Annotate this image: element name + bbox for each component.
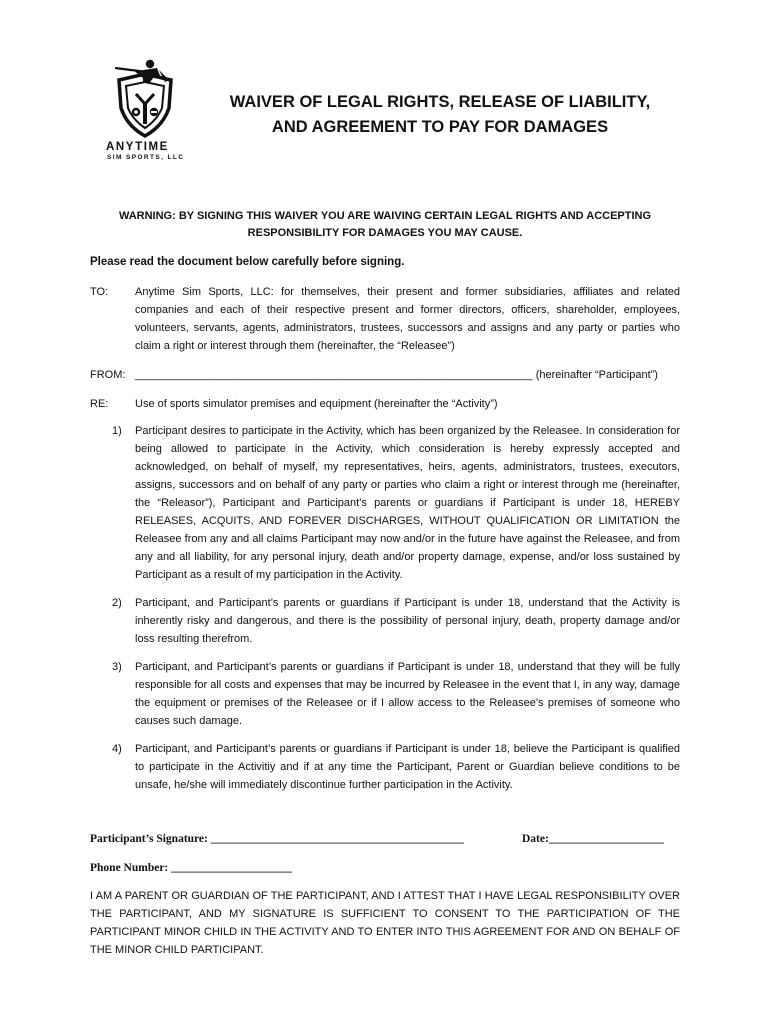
date-field[interactable]: Date:____________________ bbox=[522, 833, 664, 845]
title-line-1: WAIVER OF LEGAL RIGHTS, RELEASE OF LIABILITY, bbox=[229, 93, 651, 111]
from-section bbox=[90, 366, 680, 384]
clause-text: Participant, and Participant’s parents or guardians if Participant is under 18, understand that they will be fully responsible for all costs and expenses that may be incurred by Releasee in the event that I, in any way, damage the equipment or premises of the Releasee or if I allow access to the Releasee’s premises of someone who causes such damage. bbox=[135, 661, 680, 727]
to-section bbox=[90, 283, 680, 355]
re-label: RE: bbox=[90, 398, 109, 410]
golfer-shield-icon bbox=[103, 56, 187, 140]
clause-number: 3) bbox=[112, 661, 122, 673]
company-logo bbox=[103, 56, 187, 140]
clause-2 bbox=[112, 594, 680, 648]
re-text: Use of sports simulator premises and equipment (hereinafter the “Activity”) bbox=[135, 398, 498, 410]
warning-notice: WARNING: BY SIGNING THIS WAIVER YOU ARE WAIVING CERTAIN LEGAL RIGHTS AND ACCEPTING RESPONSIBILITY FOR DAMAGES YOU MAY CAUSE. bbox=[118, 210, 652, 239]
participant-signature-field[interactable]: Participant’s Signature: ____________________________________________ bbox=[90, 833, 464, 845]
document-title bbox=[200, 90, 680, 140]
clause-number: 2) bbox=[112, 597, 122, 609]
clause-1 bbox=[112, 422, 680, 584]
parent-guardian-statement: I AM A PARENT OR GUARDIAN OF THE PARTICIPANT, AND I ATTEST THAT I HAVE LEGAL RESPONSIBILITY OVER THE PARTICIPANT, AND MY SIGNATURE IS SUFFICIENT TO CONSENT TO THE PARTICIPATION OF THE PARTICIPANT MINOR CHILD IN THE ACTIVITY AND TO ENTER INTO THIS AGREEMENT FOR AND ON BEHALF OF THE MINOR CHILD PARTICIPANT. bbox=[90, 890, 680, 956]
from-field[interactable]: _________________________________________________________________ (hereinafter “Participant”) bbox=[135, 369, 658, 381]
clause-text: Participant, and Participant’s parents or guardians if Participant is under 18, understand that the Activity is inherently risky and dangerous, and there is the possibility of personal injury, death, property damage and/or loss resulting therefrom. bbox=[135, 597, 680, 645]
to-label: TO: bbox=[90, 286, 109, 298]
clause-text: Participant, and Participant’s parents or guardians if Participant is under 18, believe the Participant is qualified to participate in the Activitiy and if at any time the Participant, Parent or Guardian believe conditions to be unsafe, he/she will immediately discontinue further participation in the Activity. bbox=[135, 743, 680, 791]
phone-number-field[interactable]: Phone Number: _____________________ bbox=[90, 862, 292, 874]
reading-instruction: Please read the document below carefully before signing. bbox=[90, 256, 405, 268]
logo-company-subtitle: SIM SPORTS, LLC bbox=[107, 154, 185, 161]
clause-number: 1) bbox=[112, 425, 122, 437]
clause-text: Participant desires to participate in the Activity, which has been organized by the Releasee. In consideration for being allowed to participate in the Activity, which consideration is hereby expressly accepted and acknowledged, on behalf of myself, my representatives, heirs, agents, administrators, trustees, executors, assigns, successors and on behalf of any party or parties who claim a right or interest through me (hereinafter, the “Releasor”), Participant and Participant’s parents or guardians if Participant is under 18, HEREBY RELEASES, ACQUITS, AND FOREVER DISCHARGES, WITHOUT QUALIFICATION OR LIMITATION the Releasee from any and all claims Participant may now and/or in the future have against the Releasee, and from any and all liability, for any personal injury, death and/or property damage, expense, and/or loss sustained by Participant as a result of my participation in the Activity. bbox=[135, 425, 680, 581]
title-line-2: AND AGREEMENT TO PAY FOR DAMAGES bbox=[271, 118, 609, 136]
to-text: Anytime Sim Sports, LLC: for themselves, their present and former subsidiaries, affiliates and related companies and each of their respective present and former directors, officers, shareholder, employees, volunteers, servants, agents, administrators, trustees, successors and assigns and any party or parties who claim a right or interest through them (hereinafter, the “Releasee”) bbox=[135, 286, 680, 352]
clause-4 bbox=[112, 740, 680, 794]
re-section bbox=[90, 395, 680, 413]
clause-3 bbox=[112, 658, 680, 730]
logo-company-name: ANYTIME bbox=[106, 141, 169, 153]
from-label: FROM: bbox=[90, 369, 126, 381]
clause-number: 4) bbox=[112, 743, 122, 755]
